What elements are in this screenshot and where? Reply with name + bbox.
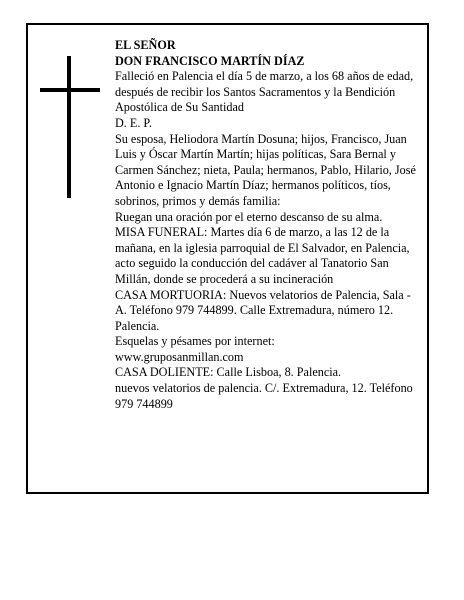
death-announcement: Falleció en Palencia el día 5 de marzo, a los 68 años de edad, después de recibir los Santos Sacramentos y la Bendición Apostólica de Su Santidad — [115, 69, 414, 115]
wake-venue-info: nuevos velatorios de palencia. C/. Extremadura, 12. Teléfono 979 744899 — [115, 381, 413, 411]
funeral-mass-info: MISA FUNERAL: Martes día 6 de marzo, a las 12 de la mañana, en la iglesia parroquial de El Salvador, en Palencia, acto seguido la conducción del cadáver al Tanatorio San Millán, donde se procederá a su incineración — [115, 225, 410, 286]
cross-horizontal-bar — [40, 88, 100, 92]
notice-title-deceased-name: DON FRANCISCO MARTÍN DÍAZ — [115, 53, 305, 68]
family-members: Su esposa, Heliodora Martín Dosuna; hijos, Francisco, Juan Luis y Óscar Martín Martín; hijas políticas, Sara Bernal y Carmen Sánchez; nieta, Paula; hermanos, Pablo, Hilario, José Antonio e Ignacio Martín Díaz; hermanos políticos, tíos, sobrinos, primos y demás familia: — [115, 131, 416, 208]
cross-vertical-bar — [67, 56, 71, 198]
notice-title-line1: EL SEÑOR — [115, 38, 176, 52]
prayer-request: Ruegan una oración por el eterno descanso de su alma. — [115, 209, 383, 224]
website-link[interactable]: www.gruposanmillan.com — [115, 349, 244, 364]
mortuary-house-info: CASA MORTUORIA: Nuevos velatorios de Palencia, Sala - A. Teléfono 979 744899. Calle Extremadura, número 12. Palencia. — [115, 287, 411, 333]
mourning-house-info: CASA DOLIENTE: Calle Lisboa, 8. Palencia. — [115, 365, 342, 380]
dep-abbreviation: D. E. P. — [115, 115, 152, 130]
obituary-notice — [26, 23, 429, 494]
latin-cross-icon — [40, 56, 100, 198]
online-condolences-label: Esquelas y pésames por internet: — [115, 334, 275, 349]
notice-text — [115, 38, 420, 412]
